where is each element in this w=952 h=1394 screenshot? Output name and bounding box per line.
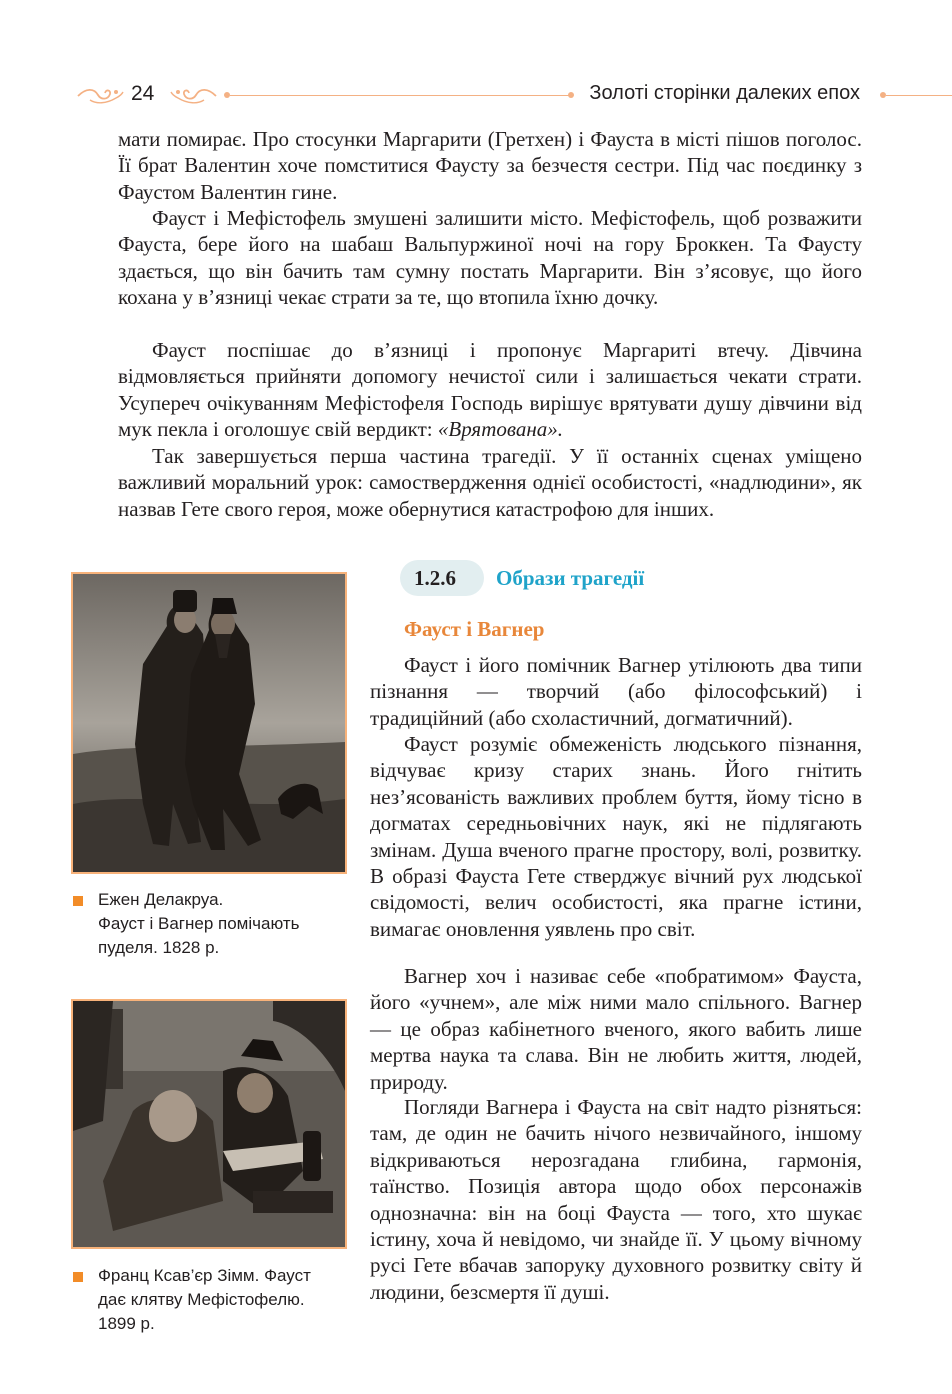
- body-paragraph: Фауст і його помічник Вагнер утілюють два типи пізнання — творчий (або філософський) і традиційний (або схоластичний, догматичний).: [370, 653, 862, 730]
- illustration-zimm: [71, 999, 347, 1249]
- faust-wagner-engraving-icon: [73, 574, 345, 872]
- body-paragraph: мати помирає. Про стосунки Маргарити (Гретхен) і Фауста в місті пішов поголос. Її брат Валентин хоче помститися Фаусту за безчестя сестри. Під час поєдинку з Фаустом Валентин гине.: [118, 127, 862, 204]
- header-rule: [230, 95, 570, 96]
- verdict-quote: «Врятована».: [437, 417, 563, 442]
- section-number: 1.2.6: [414, 566, 456, 590]
- running-title: Золоті сторінки далеких епох: [589, 82, 860, 104]
- illustration-delacroix: [71, 572, 347, 874]
- header-rule-dot: [568, 92, 574, 98]
- body-paragraph: Фауст розуміє обмеженість людського пізнання, відчуває кризу старих знань. Його гнітить нез’ясованість важливих проблем буття, йому тісно в догматах середньовічних наук, які не підлягають змінам. Душа вченого прагне простору, волі, розвитку. В образі Фауста Гете стверджує вічний рух людської свідомості, велич особистості, яка прагне істини, вимагає оновлення уявлень про світ.: [370, 732, 862, 941]
- body-paragraph: Погляди Вагнера і Фауста на світ надто різняться: там, де один не бачить нічого незвичайного, іншому відкриваються нерозгадана глибина, гармонія, таїнство. Позиція автора щодо обох персонажів однозначна: він на боці Фауста — того, хто шукає істину, хоча й невідомо, чи знайде її. У цьому вічному русі Гете вбачав запоруку духовного розвитку світу й людини, безсмертя її душі.: [370, 1095, 862, 1304]
- body-paragraph: Так завершується перша частина трагедії. У її останніх сценах уміщено важливий моральний урок: самоствердження однієї особистості, «надлюдини», як назвав Гете свого героя, може обернутися катастрофою для інших.: [118, 444, 862, 521]
- figure-caption: Ежен Делакруа. Фауст і Вагнер помічають пуделя. 1828 р.: [98, 890, 300, 957]
- subsection-title: Фауст і Вагнер: [404, 617, 545, 641]
- page-number: 24: [131, 82, 155, 105]
- section-title: Образи трагедії: [496, 566, 645, 590]
- figure-caption: Франц Ксав’єр Зімм. Фауст дає клятву Мефістофелю. 1899 р.: [98, 1266, 311, 1333]
- ornament-right-icon: [170, 84, 218, 106]
- ornament-left-icon: [76, 84, 124, 106]
- body-paragraph: Вагнер хоч і називає себе «побратимом» Фауста, його «учнем», але між ними мало спільного. Вагнер — це образ кабінетного вченого, якого вабить лише мертва наука та слава. Він не любить життя, людей, природу.: [370, 964, 862, 1094]
- body-paragraph: Фауст поспішає до в’язниці і пропонує Маргариті втечу. Дівчина відмовляється прийняти допомогу нечистої сили і залишається чекати страти. Усупереч очікуванням Мефістофеля Господь вирішує врятувати душу дівчини від мук пекла і оголошує свій вердикт: «Врятована».: [118, 338, 862, 442]
- faust-oath-engraving-icon: [73, 1001, 345, 1247]
- header-rule: [886, 95, 952, 96]
- page-header: [0, 80, 952, 114]
- caption-bullet-icon: [73, 896, 83, 906]
- caption-bullet-icon: [73, 1272, 83, 1282]
- body-paragraph: Фауст і Мефістофель змушені залишити місто. Мефістофель, щоб розважити Фауста, бере його на шабаш Вальпуржиної ночі на гору Броккен. Та Фаусту здається, що він бачить там сумну постать Маргарити. Він з’ясовує, що його кохана у в’язниці чекає страти за те, що втопила їхню дочку.: [118, 206, 862, 310]
